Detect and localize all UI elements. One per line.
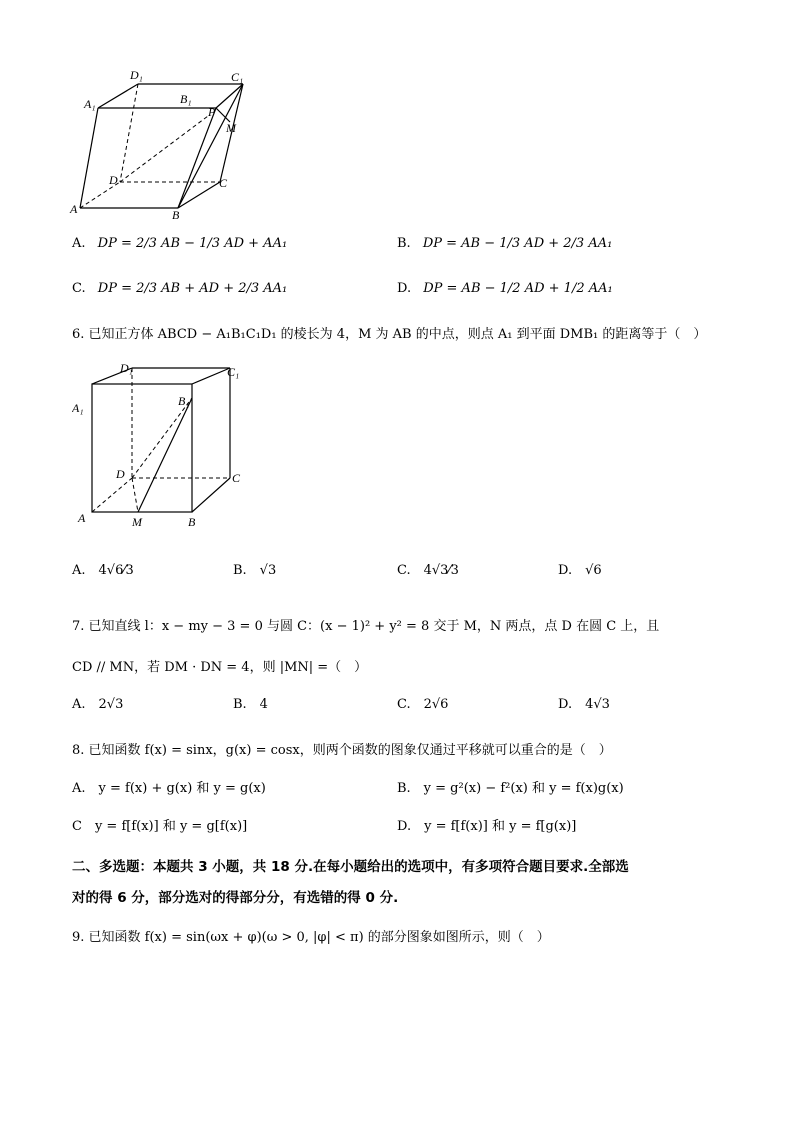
q8-option-c[interactable]: C y = f[f(x)] 和 y = g[f(x)]	[72, 819, 248, 834]
q6-text: 6. 已知正方体 ABCD − A₁B₁C₁D₁ 的棱长为 4，M 为 AB 的中点，则点 A₁ 到平面 DMB₁ 的距离等于（ ）	[72, 327, 707, 342]
q5-option-a[interactable]: A. DP = 2/3 AB − 1/3 AD + AA₁	[72, 236, 288, 251]
label-B1: B₁	[178, 394, 190, 408]
q6-option-b[interactable]: B. √3	[233, 563, 277, 578]
q5-option-c-expr: DP = 2/3 AB + AD + 2/3 AA₁	[97, 281, 288, 296]
q7-line1: 7. 已知直线 l：x − my − 3 = 0 与圆 C：(x − 1)² + y² = 8 交于 M，N 两点，点 D 在圆 C 上，且	[72, 619, 660, 634]
q8-text: 8. 已知函数 f(x) = sinx，g(x) = cosx，则两个函数的图象仅通过平移就可以重合的是（ ）	[72, 743, 612, 758]
label-D: D	[116, 467, 125, 481]
q5-option-a-expr: DP = 2/3 AB − 1/3 AD + AA₁	[97, 236, 288, 251]
q5-option-d[interactable]: D. DP = AB − 1/2 AD + 1/2 AA₁	[397, 281, 613, 296]
label-C: C	[219, 176, 228, 190]
label-B: B	[172, 208, 180, 222]
q7-option-b[interactable]: B. 4	[233, 697, 268, 712]
q9-text: 9. 已知函数 f(x) = sin(ωx + φ)(ω > 0, |φ| < π) 的部分图象如图所示，则（ ）	[72, 930, 550, 945]
label-P: P	[208, 105, 216, 119]
q6-option-c[interactable]: C. 4√3⁄3	[397, 563, 459, 578]
label-A1: A₁	[84, 97, 96, 111]
section-heading-line2: 对的得 6 分，部分选对的得部分分，有选错的得 0 分.	[72, 890, 399, 906]
section-heading-line1: 二、多选题：本题共 3 小题，共 18 分.在每小题给出的选项中，有多项符合题目要求.全部选	[72, 859, 629, 875]
q8-option-a[interactable]: A. y = f(x) + g(x) 和 y = g(x)	[72, 781, 266, 796]
figure-cube	[72, 358, 252, 530]
label-M: M	[132, 515, 142, 529]
q8-option-b[interactable]: B. y = g²(x) − f²(x) 和 y = f(x)g(x)	[397, 781, 624, 796]
q7-option-d[interactable]: D. 4√3	[558, 697, 610, 712]
label-A: A	[78, 511, 86, 525]
label-C: C	[232, 471, 241, 485]
label-D: D	[109, 173, 118, 187]
label-D1: D₁	[130, 68, 143, 82]
label-B1: B₁	[180, 92, 192, 106]
label-B: B	[188, 515, 196, 529]
q6-option-a[interactable]: A. 4√6⁄3	[72, 563, 134, 578]
q7-line2: CD // MN，若 DM · DN = 4，则 |MN| =（ ）	[72, 660, 368, 675]
label-C1: C₁	[227, 365, 240, 379]
q7-option-c[interactable]: C. 2√6	[397, 697, 449, 712]
label-A: A	[70, 202, 78, 216]
q5-option-c[interactable]: C. DP = 2/3 AB + AD + 2/3 AA₁	[72, 281, 288, 296]
label-A1: A₁	[72, 401, 84, 415]
q7-option-a[interactable]: A. 2√3	[72, 697, 124, 712]
label-C1: C₁	[231, 70, 244, 84]
q5-option-d-expr: DP = AB − 1/2 AD + 1/2 AA₁	[423, 281, 613, 296]
figure-parallelepiped	[68, 66, 258, 222]
q5-option-b[interactable]: B. DP = AB − 1/3 AD + 2/3 AA₁	[397, 236, 613, 251]
q5-option-b-expr: DP = AB − 1/3 AD + 2/3 AA₁	[422, 236, 613, 251]
label-D1: D₁	[120, 361, 133, 375]
q8-option-d[interactable]: D. y = f[f(x)] 和 y = f[g(x)]	[397, 819, 577, 834]
label-M: M	[226, 121, 236, 135]
q6-option-d[interactable]: D. √6	[558, 563, 602, 578]
